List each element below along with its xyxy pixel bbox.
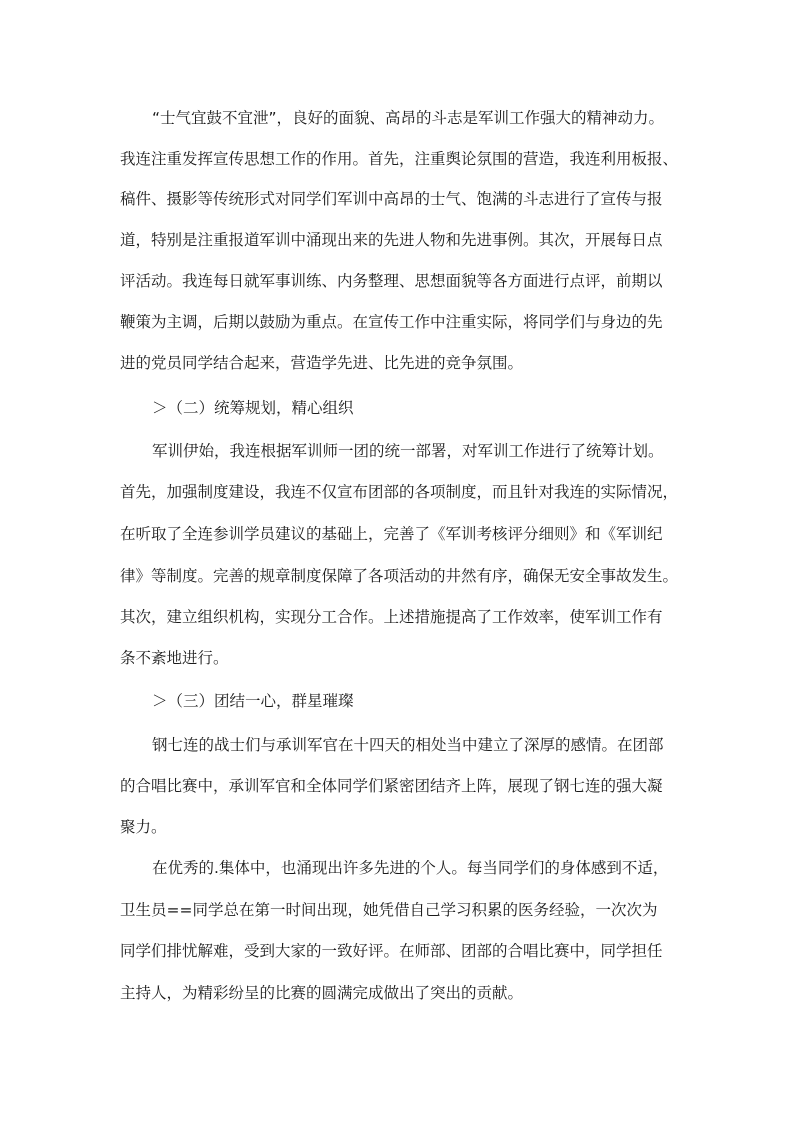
paragraph-3-line-3: 聚力。	[120, 818, 167, 836]
paragraph-2-line-6: 条不紊地进行。	[120, 649, 229, 667]
paragraph-1-line-6: 鞭策为主调，后期以鼓励为重点。在宣传工作中注重实际，将同学们与身边的先	[120, 313, 663, 331]
paragraph-1-line-1: “士气宜鼓不宜泄”，良好的面貌、高昂的斗志是军训工作强大的精神动力。	[152, 109, 665, 127]
paragraph-4-line-4: 主持人，为精彩纷呈的比赛的圆满完成做出了突出的贡献。	[120, 984, 524, 1002]
paragraph-2-line-3: 在听取了全连参训学员建议的基础上，完善了《军训考核评分细则》和《军训纪	[120, 525, 663, 543]
paragraph-2-line-4: 律》等制度。完善的规章制度保障了各项活动的井然有序，确保无安全事故发生。	[120, 567, 679, 585]
paragraph-3-line-2: 的合唱比赛中，承训军官和全体同学们紧密团结齐上阵，展现了钢七连的强大凝	[120, 777, 663, 795]
paragraph-4-line-2: 卫生员==同学总在第一时间出现，她凭借自己学习积累的医务经验，一次次为	[120, 901, 658, 919]
paragraph-1-line-3: 稿件、摄影等传统形式对同学们军训中高昂的士气、饱满的斗志进行了宣传与报	[120, 190, 663, 208]
paragraph-1-line-7: 进的党员同学结合起来，营造学先进、比先进的竞争氛围。	[120, 354, 524, 372]
section-heading-2: ＞（二）统筹规划，精心组织	[152, 399, 354, 417]
paragraph-3-line-1: 钢七连的战士们与承训军官在十四天的相处当中建立了深厚的感情。在团部	[152, 736, 664, 754]
paragraph-2-line-1: 军训伊始，我连根据军训师一团的统一部署，对军训工作进行了统筹计划。	[152, 442, 664, 460]
paragraph-1-line-4: 道，特别是注重报道军训中涌现出来的先进人物和先进事例。其次，开展每日点	[120, 231, 663, 249]
paragraph-1-line-2: 我连注重发挥宣传思想工作的作用。首先，注重舆论氛围的营造，我连利用板报、	[120, 150, 679, 168]
section-heading-3: ＞（三）团结一心，群星璀璨	[152, 692, 354, 710]
paragraph-2-line-5: 其次，建立组织机构，实现分工合作。上述措施提高了工作效率，使军训工作有	[120, 608, 663, 626]
paragraph-4-line-1: 在优秀的.集体中，也涌现出许多先进的个人。每当同学们的身体感到不适，	[152, 859, 669, 877]
paragraph-4-line-3: 同学们排忧解难，受到大家的一致好评。在师部、团部的合唱比赛中，同学担任	[120, 942, 663, 960]
paragraph-1-line-5: 评活动。我连每日就军事训练、内务整理、思想面貌等各方面进行点评，前期以	[120, 272, 663, 290]
paragraph-2-line-2: 首先，加强制度建设，我连不仅宣布团部的各项制度，而且针对我连的实际情况，	[120, 483, 679, 501]
